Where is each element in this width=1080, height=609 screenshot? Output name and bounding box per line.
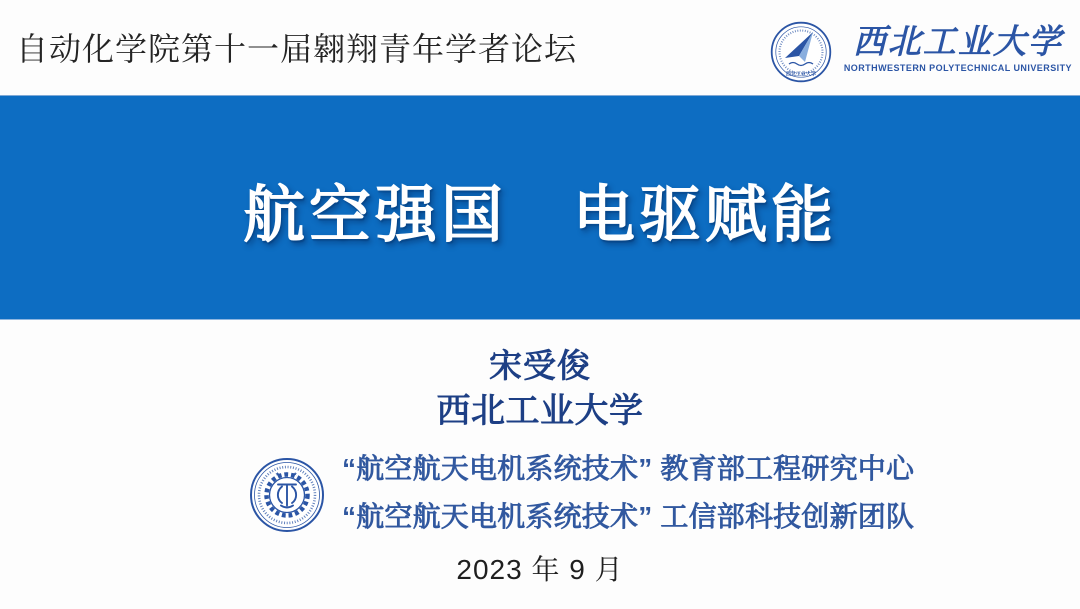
university-name-en: NORTHWESTERN POLYTECHNICAL UNIVERSITY — [843, 62, 1072, 73]
university-logo-block — [782, 10, 1072, 88]
slide-title: 航空强国 电驱赋能 — [242, 181, 837, 250]
svg-text:西北工业大学: 西北工业大学 — [785, 71, 816, 78]
slide-date: 2023 年 9 月 — [456, 554, 624, 585]
research-center-seal-icon — [249, 457, 325, 533]
credentials-block — [342, 452, 915, 534]
presenter-affiliation: 西北工业大学 — [436, 392, 644, 430]
title-banner — [0, 95, 1080, 320]
npu-plane-badge-icon — [770, 21, 832, 83]
forum-title: 自动化学院第十一届翱翔青年学者论坛 — [16, 31, 578, 67]
presenter-name: 宋受俊 — [489, 347, 591, 384]
svg-text:★ ★ ★: ★ ★ ★ — [275, 471, 299, 478]
university-names — [844, 25, 1072, 74]
university-name-zh: 西北工业大学 — [852, 24, 1063, 61]
credential-line-1: “航空航天电机系统技术” 教育部工程研究中心 — [342, 453, 915, 484]
credential-line-2: “航空航天电机系统技术” 工信部科技创新团队 — [342, 501, 915, 532]
